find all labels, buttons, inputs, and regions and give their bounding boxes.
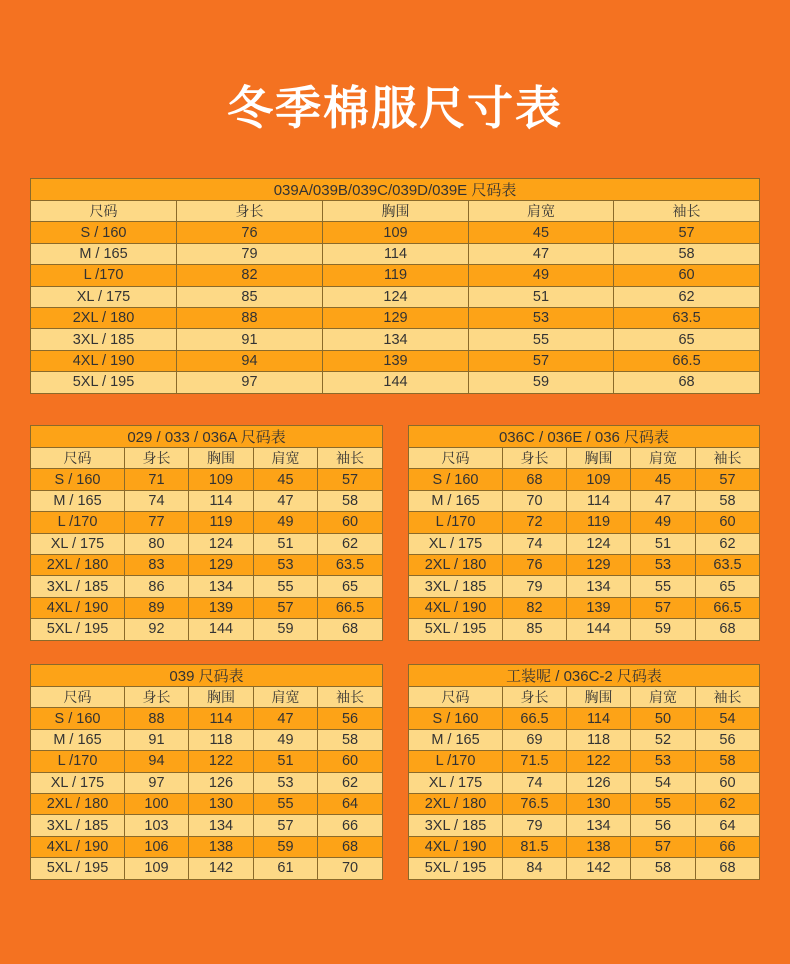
size-cell: 2XL / 180	[31, 793, 125, 814]
measurement-cell: 50	[631, 708, 696, 729]
measurement-cell: 55	[631, 793, 696, 814]
column-header: 身长	[503, 448, 567, 469]
measurement-cell: 85	[503, 619, 567, 640]
size-cell: S / 160	[409, 469, 503, 490]
column-header: 尺码	[31, 687, 125, 708]
table-row	[31, 469, 383, 490]
measurement-cell: 66.5	[696, 597, 760, 618]
column-header: 肩宽	[254, 448, 318, 469]
table-row	[31, 243, 760, 264]
size-cell: 2XL / 180	[31, 307, 177, 328]
table-row	[31, 772, 383, 793]
table-row	[409, 858, 760, 879]
table-row	[31, 836, 383, 857]
measurement-cell: 74	[125, 490, 189, 511]
measurement-cell: 82	[503, 597, 567, 618]
measurement-cell: 55	[254, 793, 318, 814]
table-row	[31, 708, 383, 729]
size-cell: 5XL / 195	[409, 619, 503, 640]
size-cell: S / 160	[31, 222, 177, 243]
column-header: 尺码	[409, 448, 503, 469]
measurement-cell: 72	[503, 512, 567, 533]
measurement-cell: 57	[254, 815, 318, 836]
column-header: 袖长	[696, 687, 760, 708]
table-row	[31, 729, 383, 750]
measurement-cell: 100	[125, 793, 189, 814]
table-row	[31, 751, 383, 772]
measurement-cell: 89	[125, 597, 189, 618]
table-row	[31, 815, 383, 836]
measurement-cell: 47	[469, 243, 614, 264]
table-header-row	[31, 687, 383, 708]
measurement-cell: 59	[254, 836, 318, 857]
measurement-cell: 60	[318, 751, 383, 772]
measurement-cell: 60	[318, 512, 383, 533]
measurement-cell: 56	[631, 815, 696, 836]
table-caption: 029 / 033 / 036A 尺码表	[31, 426, 383, 448]
measurement-cell: 60	[696, 772, 760, 793]
measurement-cell: 53	[469, 307, 614, 328]
measurement-cell: 66.5	[503, 708, 567, 729]
measurement-cell: 144	[567, 619, 631, 640]
table-row	[31, 858, 383, 879]
column-header: 袖长	[318, 687, 383, 708]
size-cell: 5XL / 195	[31, 619, 125, 640]
measurement-cell: 57	[254, 597, 318, 618]
size-table-039a-039e	[30, 178, 760, 394]
column-header: 身长	[125, 687, 189, 708]
measurement-cell: 114	[567, 708, 631, 729]
size-cell: S / 160	[31, 469, 125, 490]
measurement-cell: 129	[567, 554, 631, 575]
measurement-cell: 122	[189, 751, 254, 772]
measurement-cell: 86	[125, 576, 189, 597]
measurement-cell: 124	[189, 533, 254, 554]
measurement-cell: 62	[696, 533, 760, 554]
column-header: 胸围	[189, 687, 254, 708]
measurement-cell: 58	[318, 729, 383, 750]
table-row	[409, 576, 760, 597]
size-cell: XL / 175	[31, 286, 177, 307]
measurement-cell: 53	[631, 554, 696, 575]
measurement-cell: 144	[323, 372, 469, 393]
table-caption: 039A/039B/039C/039D/039E 尺码表	[31, 179, 760, 201]
measurement-cell: 139	[189, 597, 254, 618]
table-row	[31, 350, 760, 371]
column-header: 身长	[503, 687, 567, 708]
size-cell: M / 165	[409, 490, 503, 511]
measurement-cell: 83	[125, 554, 189, 575]
measurement-cell: 54	[696, 708, 760, 729]
column-header: 肩宽	[631, 448, 696, 469]
measurement-cell: 70	[318, 858, 383, 879]
size-cell: XL / 175	[31, 772, 125, 793]
measurement-cell: 59	[631, 619, 696, 640]
table-row	[31, 222, 760, 243]
size-cell: XL / 175	[31, 533, 125, 554]
size-table-039	[30, 664, 383, 880]
size-cell: 3XL / 185	[409, 576, 503, 597]
measurement-cell: 58	[318, 490, 383, 511]
measurement-cell: 66	[696, 836, 760, 857]
measurement-cell: 79	[177, 243, 323, 264]
table-row	[409, 490, 760, 511]
measurement-cell: 122	[567, 751, 631, 772]
column-header: 胸围	[567, 448, 631, 469]
measurement-cell: 94	[125, 751, 189, 772]
table-row	[31, 793, 383, 814]
size-cell: 3XL / 185	[31, 329, 177, 350]
measurement-cell: 97	[125, 772, 189, 793]
size-cell: S / 160	[31, 708, 125, 729]
table-row	[409, 619, 760, 640]
measurement-cell: 80	[125, 533, 189, 554]
measurement-cell: 114	[567, 490, 631, 511]
measurement-cell: 65	[614, 329, 760, 350]
measurement-cell: 71.5	[503, 751, 567, 772]
measurement-cell: 114	[189, 708, 254, 729]
size-cell: 5XL / 195	[31, 372, 177, 393]
column-header: 肩宽	[469, 201, 614, 222]
measurement-cell: 49	[254, 729, 318, 750]
measurement-cell: 52	[631, 729, 696, 750]
measurement-cell: 56	[696, 729, 760, 750]
column-header: 袖长	[696, 448, 760, 469]
size-cell: 4XL / 190	[409, 836, 503, 857]
column-header: 身长	[125, 448, 189, 469]
size-cell: 4XL / 190	[409, 597, 503, 618]
measurement-cell: 55	[631, 576, 696, 597]
table-row	[31, 265, 760, 286]
measurement-cell: 51	[631, 533, 696, 554]
measurement-cell: 130	[189, 793, 254, 814]
measurement-cell: 114	[189, 490, 254, 511]
table-row	[31, 576, 383, 597]
measurement-cell: 53	[254, 772, 318, 793]
measurement-cell: 45	[469, 222, 614, 243]
table-row	[31, 619, 383, 640]
table-row	[31, 597, 383, 618]
measurement-cell: 68	[318, 836, 383, 857]
table-row	[31, 329, 760, 350]
size-cell: 2XL / 180	[409, 793, 503, 814]
measurement-cell: 53	[631, 751, 696, 772]
column-header: 身长	[177, 201, 323, 222]
measurement-cell: 94	[177, 350, 323, 371]
measurement-cell: 47	[254, 708, 318, 729]
table-row	[31, 490, 383, 511]
measurement-cell: 126	[189, 772, 254, 793]
measurement-cell: 85	[177, 286, 323, 307]
table-row	[409, 729, 760, 750]
measurement-cell: 79	[503, 576, 567, 597]
table-row	[409, 815, 760, 836]
measurement-cell: 109	[125, 858, 189, 879]
measurement-cell: 51	[469, 286, 614, 307]
table-row	[409, 554, 760, 575]
size-cell: M / 165	[31, 243, 177, 264]
measurement-cell: 103	[125, 815, 189, 836]
measurement-cell: 76.5	[503, 793, 567, 814]
measurement-cell: 144	[189, 619, 254, 640]
size-cell: L /170	[31, 265, 177, 286]
measurement-cell: 59	[254, 619, 318, 640]
table-row	[409, 533, 760, 554]
measurement-cell: 68	[696, 619, 760, 640]
measurement-cell: 66.5	[318, 597, 383, 618]
measurement-cell: 118	[189, 729, 254, 750]
size-cell: 2XL / 180	[409, 554, 503, 575]
table-row	[409, 512, 760, 533]
size-cell: 5XL / 195	[31, 858, 125, 879]
measurement-cell: 129	[189, 554, 254, 575]
size-cell: 5XL / 195	[409, 858, 503, 879]
measurement-cell: 66.5	[614, 350, 760, 371]
size-cell: 4XL / 190	[31, 597, 125, 618]
measurement-cell: 92	[125, 619, 189, 640]
column-header: 胸围	[567, 687, 631, 708]
measurement-cell: 138	[567, 836, 631, 857]
table-header-row	[409, 687, 760, 708]
measurement-cell: 63.5	[318, 554, 383, 575]
column-header: 肩宽	[254, 687, 318, 708]
measurement-cell: 142	[189, 858, 254, 879]
measurement-cell: 49	[254, 512, 318, 533]
measurement-cell: 57	[696, 469, 760, 490]
measurement-cell: 139	[567, 597, 631, 618]
table-header-row	[31, 201, 760, 222]
measurement-cell: 68	[503, 469, 567, 490]
measurement-cell: 91	[125, 729, 189, 750]
table-row	[409, 597, 760, 618]
measurement-cell: 57	[318, 469, 383, 490]
measurement-cell: 109	[567, 469, 631, 490]
size-cell: S / 160	[409, 708, 503, 729]
measurement-cell: 66	[318, 815, 383, 836]
size-cell: XL / 175	[409, 533, 503, 554]
size-cell: XL / 175	[409, 772, 503, 793]
column-header: 胸围	[189, 448, 254, 469]
measurement-cell: 62	[318, 772, 383, 793]
table-caption: 036C / 036E / 036 尺码表	[409, 426, 760, 448]
measurement-cell: 134	[189, 576, 254, 597]
table-row	[31, 286, 760, 307]
measurement-cell: 69	[503, 729, 567, 750]
size-cell: L /170	[31, 512, 125, 533]
measurement-cell: 60	[614, 265, 760, 286]
table-row	[409, 836, 760, 857]
table-row	[31, 307, 760, 328]
measurement-cell: 55	[254, 576, 318, 597]
measurement-cell: 57	[631, 836, 696, 857]
measurement-cell: 134	[567, 576, 631, 597]
size-cell: M / 165	[31, 490, 125, 511]
measurement-cell: 76	[177, 222, 323, 243]
column-header: 尺码	[409, 687, 503, 708]
measurement-cell: 64	[696, 815, 760, 836]
size-table-036c-036e-036	[408, 425, 760, 641]
measurement-cell: 70	[503, 490, 567, 511]
measurement-cell: 74	[503, 772, 567, 793]
measurement-cell: 51	[254, 533, 318, 554]
measurement-cell: 139	[323, 350, 469, 371]
measurement-cell: 119	[189, 512, 254, 533]
measurement-cell: 68	[614, 372, 760, 393]
measurement-cell: 55	[469, 329, 614, 350]
measurement-cell: 62	[614, 286, 760, 307]
measurement-cell: 58	[614, 243, 760, 264]
measurement-cell: 88	[177, 307, 323, 328]
table-row	[31, 533, 383, 554]
table-row	[409, 708, 760, 729]
measurement-cell: 68	[696, 858, 760, 879]
measurement-cell: 58	[631, 858, 696, 879]
measurement-cell: 91	[177, 329, 323, 350]
measurement-cell: 45	[631, 469, 696, 490]
measurement-cell: 57	[631, 597, 696, 618]
measurement-cell: 77	[125, 512, 189, 533]
measurement-cell: 45	[254, 469, 318, 490]
measurement-cell: 88	[125, 708, 189, 729]
column-header: 肩宽	[631, 687, 696, 708]
measurement-cell: 64	[318, 793, 383, 814]
size-cell: M / 165	[31, 729, 125, 750]
table-row	[409, 469, 760, 490]
measurement-cell: 134	[189, 815, 254, 836]
table-caption: 039 尺码表	[31, 665, 383, 687]
measurement-cell: 56	[318, 708, 383, 729]
measurement-cell: 138	[189, 836, 254, 857]
table-row	[31, 372, 760, 393]
measurement-cell: 61	[254, 858, 318, 879]
column-header: 袖长	[318, 448, 383, 469]
measurement-cell: 119	[323, 265, 469, 286]
measurement-cell: 118	[567, 729, 631, 750]
measurement-cell: 47	[254, 490, 318, 511]
measurement-cell: 97	[177, 372, 323, 393]
size-cell: 3XL / 185	[31, 576, 125, 597]
measurement-cell: 114	[323, 243, 469, 264]
measurement-cell: 62	[696, 793, 760, 814]
table-row	[409, 751, 760, 772]
size-cell: M / 165	[409, 729, 503, 750]
column-header: 尺码	[31, 201, 177, 222]
size-cell: L /170	[31, 751, 125, 772]
measurement-cell: 79	[503, 815, 567, 836]
column-header: 尺码	[31, 448, 125, 469]
size-cell: L /170	[409, 751, 503, 772]
column-header: 胸围	[323, 201, 469, 222]
measurement-cell: 142	[567, 858, 631, 879]
measurement-cell: 59	[469, 372, 614, 393]
measurement-cell: 63.5	[614, 307, 760, 328]
measurement-cell: 129	[323, 307, 469, 328]
measurement-cell: 82	[177, 265, 323, 286]
measurement-cell: 47	[631, 490, 696, 511]
measurement-cell: 60	[696, 512, 760, 533]
measurement-cell: 126	[567, 772, 631, 793]
table-row	[409, 772, 760, 793]
measurement-cell: 57	[614, 222, 760, 243]
measurement-cell: 71	[125, 469, 189, 490]
size-cell: 4XL / 190	[31, 350, 177, 371]
measurement-cell: 51	[254, 751, 318, 772]
measurement-cell: 109	[323, 222, 469, 243]
measurement-cell: 68	[318, 619, 383, 640]
table-row	[31, 512, 383, 533]
measurement-cell: 57	[469, 350, 614, 371]
column-header: 袖长	[614, 201, 760, 222]
measurement-cell: 62	[318, 533, 383, 554]
table-row	[31, 554, 383, 575]
measurement-cell: 130	[567, 793, 631, 814]
size-cell: 4XL / 190	[31, 836, 125, 857]
measurement-cell: 106	[125, 836, 189, 857]
measurement-cell: 58	[696, 751, 760, 772]
measurement-cell: 58	[696, 490, 760, 511]
page-title: 冬季棉服尺寸表	[227, 81, 563, 135]
measurement-cell: 134	[567, 815, 631, 836]
measurement-cell: 84	[503, 858, 567, 879]
measurement-cell: 124	[567, 533, 631, 554]
measurement-cell: 63.5	[696, 554, 760, 575]
measurement-cell: 53	[254, 554, 318, 575]
size-cell: 3XL / 185	[31, 815, 125, 836]
size-table-gongzhuangni-036c-2	[408, 664, 760, 880]
table-header-row	[409, 448, 760, 469]
measurement-cell: 65	[318, 576, 383, 597]
measurement-cell: 49	[469, 265, 614, 286]
measurement-cell: 124	[323, 286, 469, 307]
size-cell: L /170	[409, 512, 503, 533]
table-header-row	[31, 448, 383, 469]
measurement-cell: 109	[189, 469, 254, 490]
measurement-cell: 49	[631, 512, 696, 533]
measurement-cell: 119	[567, 512, 631, 533]
size-cell: 2XL / 180	[31, 554, 125, 575]
measurement-cell: 74	[503, 533, 567, 554]
measurement-cell: 134	[323, 329, 469, 350]
measurement-cell: 76	[503, 554, 567, 575]
measurement-cell: 54	[631, 772, 696, 793]
measurement-cell: 81.5	[503, 836, 567, 857]
size-table-029-033-036a	[30, 425, 383, 641]
size-cell: 3XL / 185	[409, 815, 503, 836]
table-caption: 工装呢 / 036C-2 尺码表	[409, 665, 760, 687]
measurement-cell: 65	[696, 576, 760, 597]
table-row	[409, 793, 760, 814]
